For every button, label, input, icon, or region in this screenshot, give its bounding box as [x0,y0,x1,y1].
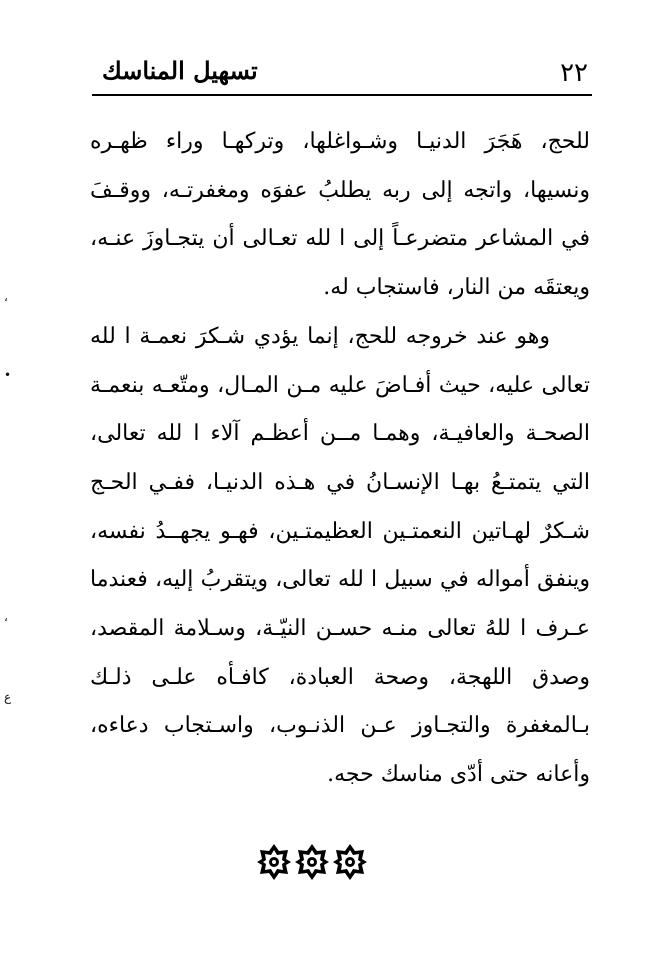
scan-margin-mark: ، [4,610,8,624]
ornamental-star-icon [295,843,329,881]
section-end-ornament [257,843,367,883]
ornamental-star-icon [333,843,367,881]
ornamental-star-icon [257,843,291,881]
book-title: تسهيل المناسك [102,56,258,85]
page-body [90,118,590,800]
paragraph-2: وهو عند خروجه للحج، إنما يؤدي شـكرَ نعمـة ا لله تعالى عليه، حيث أفـاضَ عليه مـن المـال، ومتّعـه بنعمـة الصحـة والعافيـة، وهمـا مــن أعظـم آلاء ا لله تعالى، التي يتمتـعُ بهـا الإنسـانُ في هـذه الدنيـا، ففـي الحـج شـكرٌ لهـاتين النعمتـين العظيمتـين، فهـو يجهــدُ نفسه، وينفق أمواله في سبيل ا لله تعالى، ويتقربُ إليه، فعندما عـرف ا للهُ تعالى منـه حسـن النيّـة، وسـلامة المقصد، وصدق اللهجة، وصحة العبادة، كافـأه علـى ذلـك بـالمغفرة والتجـاوز عـن الذنـوب، واسـتجاب دعاءه، وأعانه حتى أدّى مناسك حجه. [90,323,590,788]
paragraph-1: للحج، هَجَرَ الدنيـا وشـواغلها، وتركهـا وراء ظهـره ونسيها، واتجه إلى ربه يطلبُ عفوَه ومغفرتـه، ووقـفَ في المشاعر متضرعـاً إلى ا لله تعـالى أن يتجـاوزَ عنـه، ويعتقَه من النار، فاستجاب له. [90,129,590,301]
page-number: ٢٢ [560,58,588,88]
scan-margin-mark: ع [4,690,12,704]
scan-margin-mark: ، [4,290,8,304]
scan-margin-mark: • [4,368,12,382]
page-header [92,50,592,96]
